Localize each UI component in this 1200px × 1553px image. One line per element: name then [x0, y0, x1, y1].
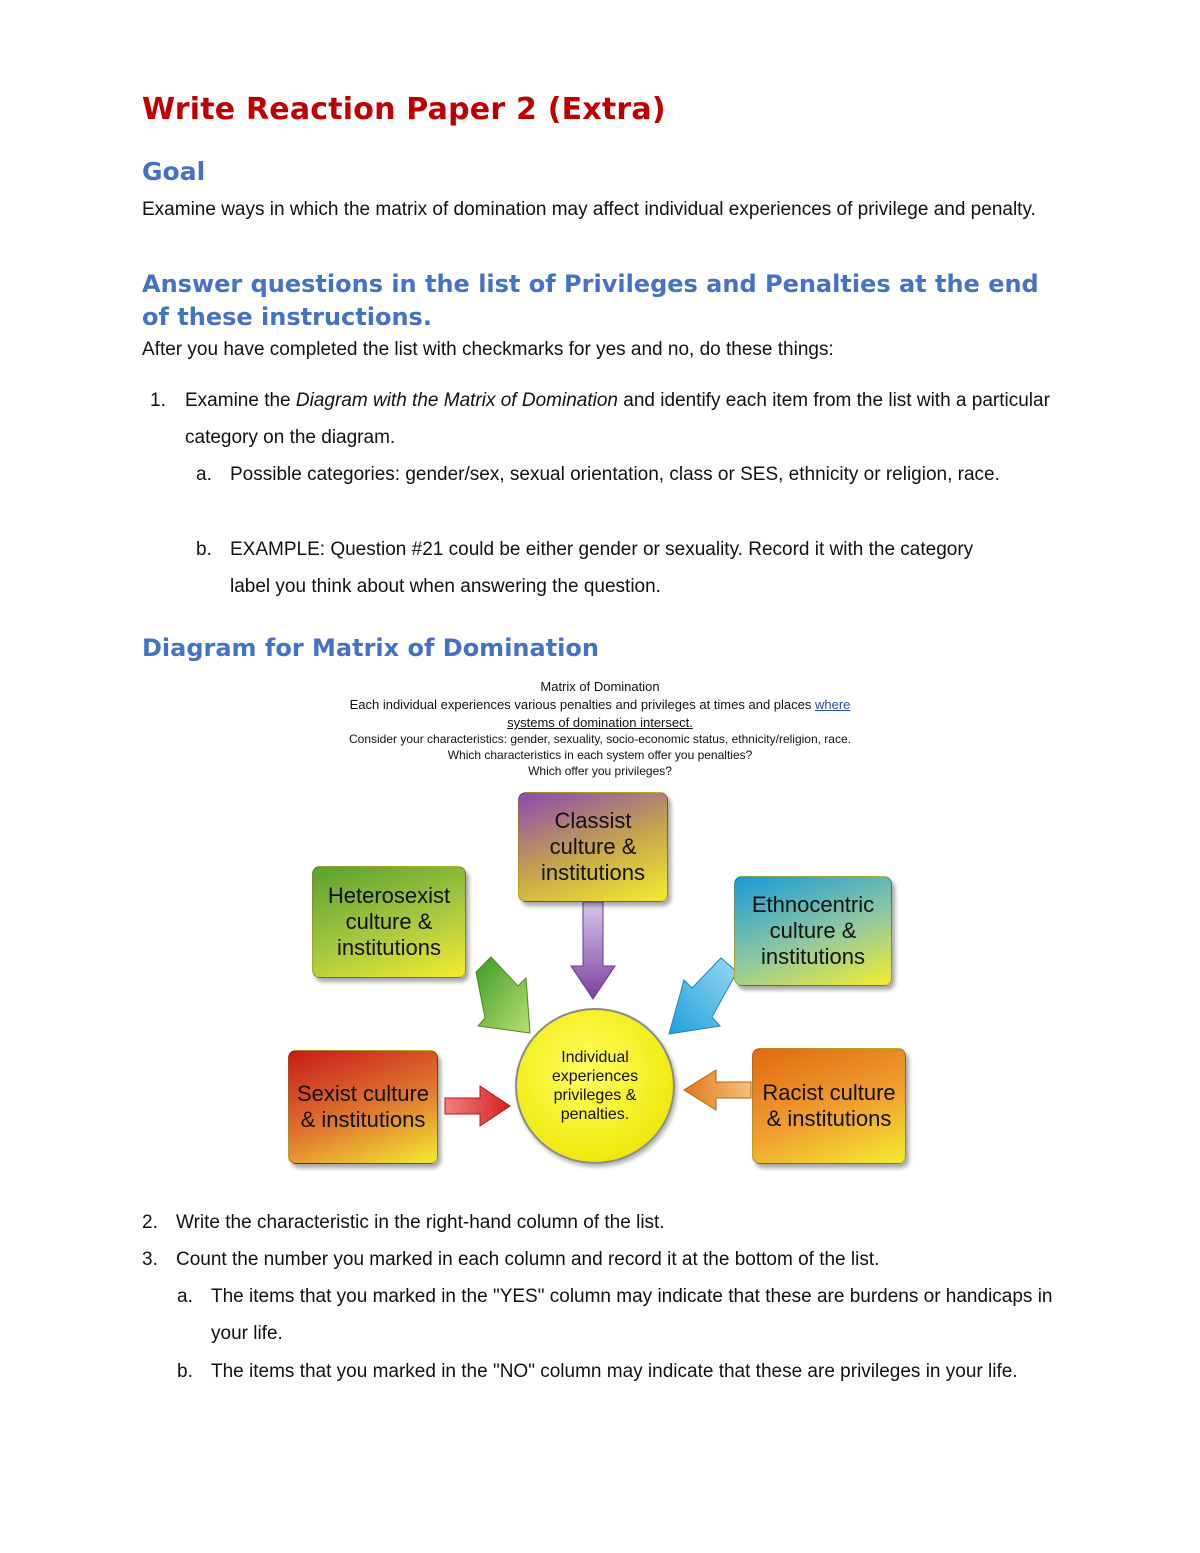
arrow-racist — [684, 1070, 751, 1110]
step-text: Write the characteristic in the right-hand column of the list. — [176, 1212, 665, 1233]
step-3b — [0, 1353, 1200, 1433]
individual-experiences-circle: Individual experiences privileges & penalties. — [515, 1008, 675, 1164]
step-text-post: and identify each item from the list with a particular category on the diagram. — [185, 390, 1050, 448]
diagram-reference: Diagram with the Matrix of Domination — [295, 390, 618, 411]
classist-box: Classist culture & institutions — [518, 792, 668, 902]
step-1 — [0, 382, 1200, 462]
ethnocentric-box: Ethnocentric culture & institutions — [734, 876, 892, 986]
step-letter: b. — [196, 539, 212, 560]
step-3 — [0, 1241, 1200, 1281]
step-number: 3. — [142, 1249, 158, 1270]
step-1a — [0, 456, 1200, 536]
step-text: EXAMPLE: Question #21 could be either gender or sexuality. Record it with the category label you think about when answering the question. — [230, 539, 974, 597]
step-text — [185, 382, 1065, 456]
goal-heading: Goal — [142, 157, 206, 186]
diagram-caption-title: Matrix of Domination — [540, 679, 660, 694]
answer-intro: After you have completed the list with checkmarks for yes and no, do these things: — [142, 339, 834, 360]
diagram-caption-line2: systems of domination intersect. — [507, 715, 693, 730]
step-letter: a. — [177, 1286, 193, 1307]
page-title: Write Reaction Paper 2 (Extra) — [142, 92, 666, 127]
diagram-caption-line4: Which characteristics in each system offer you penalties? — [447, 748, 753, 762]
diagram-caption-line5: Which offer you privileges? — [528, 764, 672, 778]
sexist-box: Sexist culture & institutions — [288, 1050, 438, 1164]
step-letter: b. — [177, 1361, 193, 1382]
arrow-ethnocentric — [669, 958, 737, 1034]
step-number: 2. — [142, 1212, 158, 1233]
arrow-sexist — [445, 1086, 510, 1126]
caption-text: Each individual experiences various penalties and privileges at times and places — [349, 697, 815, 712]
diagram-heading: Diagram for Matrix of Domination — [142, 634, 599, 662]
racist-box: Racist culture & institutions — [752, 1048, 906, 1164]
step-text: Possible categories: gender/sex, sexual orientation, class or SES, ethnicity or religion, race. — [230, 464, 1000, 485]
matrix-of-domination-diagram — [280, 676, 920, 1176]
answer-heading: Answer questions in the list of Privileges and Penalties at the end of these instructions. — [142, 270, 1039, 331]
step-number: 1. — [150, 390, 166, 411]
diagram-caption-line3: Consider your characteristics: gender, sexuality, socio-economic status, ethnicity/religion, race. — [348, 732, 851, 746]
arrow-classist — [571, 902, 615, 999]
step-text: Count the number you marked in each column and record it at the bottom of the list. — [176, 1249, 880, 1270]
step-3a — [0, 1278, 1200, 1358]
heterosexist-box: Heterosexist culture & institutions — [312, 866, 466, 978]
step-1b — [0, 531, 1200, 611]
step-text: The items that you marked in the "YES" column may indicate that these are burdens or handicaps in your life. — [211, 1286, 1053, 1344]
step-text-pre: Examine the — [185, 390, 296, 411]
step-text: The items that you marked in the "NO" column may indicate that these are privileges in your life. — [211, 1361, 1018, 1382]
caption-underlined-word: where — [814, 697, 851, 712]
step-2 — [0, 1204, 1200, 1244]
arrow-heterosexist — [476, 957, 530, 1033]
step-letter: a. — [196, 464, 212, 485]
goal-text: Examine ways in which the matrix of domination may affect individual experiences of privilege and penalty. — [142, 199, 1036, 220]
